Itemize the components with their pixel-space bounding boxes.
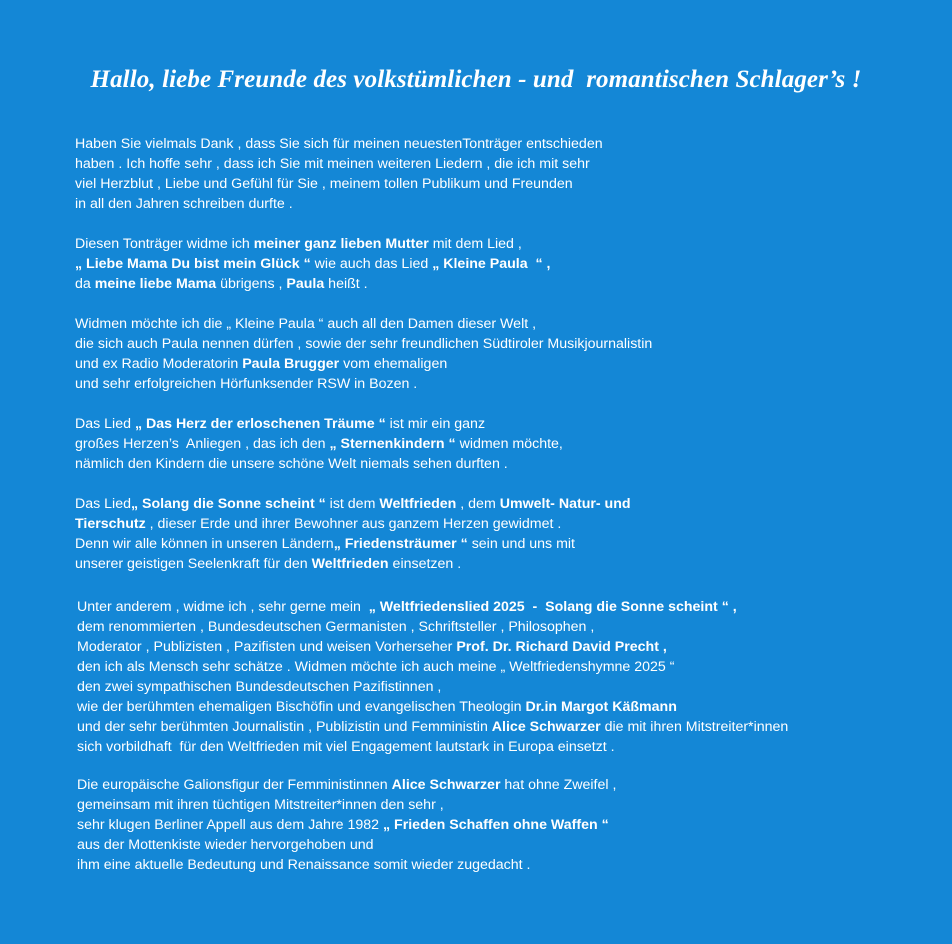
text-line [77,795,616,815]
text-segment: viel Herzblut , Liebe und Gefühl für Sie , meinem tollen Publikum und Freunden [75,176,573,192]
text-segment: Diesen Tonträger widme ich [75,236,254,252]
text-line [75,414,563,434]
text-segment: die sich auch Paula nennen dürfen , sowie der sehr freundlichen Südtiroler Musikjournalistin [75,336,653,352]
text-segment: Widmen möchte ich die „ Kleine Paula “ auch all den Damen dieser Welt , [75,316,537,332]
text-segment: widmen möchte, [455,436,563,452]
bold-text-segment: „ Kleine Paula “ , [432,256,551,272]
text-segment: und ex Radio Moderatorin [75,356,243,372]
text-line [77,775,616,795]
page-title: Hallo, liebe Freunde des volkstümlichen - und romantischen Schlager’s ! [90,66,862,93]
bold-text-segment: „ Das Herz der erloschenen Träume “ [134,416,386,432]
text-segment: den zwei sympathischen Bundesdeutschen Pazifistinnen , [77,679,442,695]
text-line [77,597,788,617]
text-line [75,234,550,254]
bold-text-segment: Prof. Dr. Richard David Precht , [456,639,667,655]
text-line [75,494,631,514]
text-segment: wie der berühmten ehemaligen Bischöfin und evangelischen Theologin [77,699,526,715]
text-segment: ihm eine aktuelle Bedeutung und Renaissance somit wieder zugedacht . [77,857,531,873]
text-line [77,617,788,637]
bold-text-segment: „ Friedensträumer “ [333,536,468,552]
text-segment: Die europäische Galionsfigur der Femministinnen [77,777,392,793]
text-segment: heißt . [324,276,368,292]
text-segment: nämlich den Kindern die unsere schöne Welt niemals sehen durften . [75,456,508,472]
text-line [77,737,788,757]
text-segment: Denn wir alle können in unseren Ländern [75,536,334,552]
bold-text-segment: „ Liebe Mama Du bist mein Glück “ [75,256,311,272]
text-line [77,815,616,835]
text-line [75,314,652,334]
text-segment: vom ehemaligen [339,356,448,372]
text-segment: ist mir ein ganz [385,416,486,432]
bold-text-segment: „ Weltfriedenslied 2025 - Solang die Sonne scheint “ , [368,599,737,615]
text-segment: gemeinsam mit ihren tüchtigen Mitstreiter*innen den sehr , [77,797,444,813]
text-line [77,717,788,737]
text-line [75,174,603,194]
bold-text-segment: „ Frieden Schaffen ohne Waffen “ [383,817,609,833]
bold-text-segment: Alice Schwarzer [491,719,601,735]
text-segment: dem renommierten , Bundesdeutschen Germanisten , Schriftsteller , Philosophen , [77,619,595,635]
text-segment: großes Herzen’s Anliegen , das ich den [75,436,330,452]
bold-text-segment: Tierschutz [75,516,146,532]
text-line [77,677,788,697]
bold-text-segment: Weltfrieden [311,556,389,572]
bold-text-segment: meine liebe Mama [94,276,217,292]
text-segment: sich vorbildhaft für den Weltfrieden mit viel Engagement lautstark in Europa einsetzt . [77,739,615,755]
text-segment: , dem [456,496,500,512]
text-line [75,254,550,274]
paragraph-kleine-paula [75,314,652,394]
text-line [77,697,788,717]
text-line [77,637,788,657]
text-line [77,855,616,875]
text-line [75,374,652,394]
bold-text-segment: „ Solang die Sonne scheint “ [131,496,326,512]
bold-text-segment: meiner ganz lieben Mutter [253,236,429,252]
text-line [75,354,652,374]
text-line [75,514,631,534]
bold-text-segment: Weltfrieden [379,496,457,512]
text-line [75,534,631,554]
bold-text-segment: Paula [286,276,325,292]
text-line [75,194,603,214]
paragraph-sonne-scheint [75,494,631,574]
text-segment: Moderator , Publizisten , Pazifisten und weisen Vorherseher [77,639,457,655]
text-segment: und sehr erfolgreichen Hörfunksender RSW in Bozen . [75,376,418,392]
text-segment: unserer geistigen Seelenkraft für den [75,556,312,572]
text-line [77,657,788,677]
text-segment: in all den Jahren schreiben durfte . [75,196,293,212]
text-line [75,554,631,574]
text-segment: wie auch das Lied [310,256,433,272]
paragraph-thanks [75,134,603,214]
text-segment: aus der Mottenkiste wieder hervorgehoben und [77,837,374,853]
bold-text-segment: Dr.in Margot Käßmann [525,699,677,715]
text-line [75,154,603,174]
text-segment: Unter anderem , widme ich , sehr gerne mein [77,599,369,615]
text-segment: die mit ihren Mitstreiter*innen [600,719,789,735]
text-line [75,134,603,154]
text-line [75,434,563,454]
bold-text-segment: Paula Brugger [242,356,340,372]
paragraph-berliner-appell [77,775,616,875]
text-segment: Das Lied [75,416,135,432]
text-segment: , dieser Erde und ihrer Bewohner aus ganzem Herzen gewidmet . [145,516,562,532]
text-segment: mit dem Lied , [428,236,522,252]
text-segment: hat ohne Zweifel , [500,777,617,793]
paragraph-weltfriedenslied [77,597,788,757]
text-segment: übrigens , [216,276,287,292]
text-segment: Haben Sie vielmals Dank , dass Sie sich für meinen neuestenTonträger entschieden [75,136,603,152]
text-line [77,835,616,855]
text-segment: Das Lied [75,496,131,512]
text-segment: da [75,276,95,292]
paragraph-herz-der-traeume [75,414,563,474]
paragraph-mother [75,234,550,294]
text-segment: und der sehr berühmten Journalistin , Publizistin und Femministin [77,719,492,735]
text-segment: ist dem [325,496,380,512]
bold-text-segment: „ Sternenkindern “ [329,436,456,452]
text-line [75,274,550,294]
text-segment: einsetzen . [388,556,462,572]
text-segment: den ich als Mensch sehr schätze . Widmen möchte ich auch meine „ Weltfriedenshymne 2025 “ [77,659,675,675]
bold-text-segment: Umwelt- Natur- und [499,496,631,512]
text-segment: sehr klugen Berliner Appell aus dem Jahre 1982 [77,817,384,833]
text-line [75,454,563,474]
bold-text-segment: Alice Schwarzer [391,777,501,793]
text-segment: haben . Ich hoffe sehr , dass ich Sie mit meinen weiteren Liedern , die ich mit sehr [75,156,590,172]
text-segment: sein und uns mit [467,536,576,552]
text-line [75,334,652,354]
